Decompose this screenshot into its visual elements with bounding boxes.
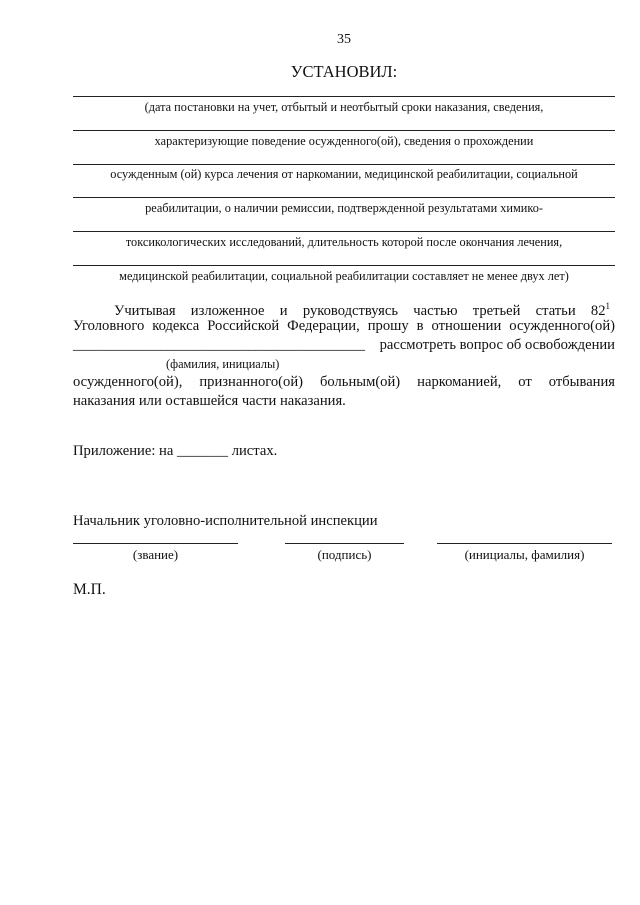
blank-line[interactable]: [73, 164, 615, 165]
info-caption: характеризующие поведение осужденного(ой), сведения о прохождении: [154, 134, 534, 148]
blank-line[interactable]: [73, 130, 615, 131]
signer-position: Начальник уголовно-исполнительной инспекции: [73, 513, 378, 529]
signature-blank[interactable]: [285, 543, 404, 544]
info-caption: реабилитации, о наличии ремиссии, подтвержденной результатами химико-: [145, 201, 543, 215]
signature-caption: (подпись): [317, 547, 372, 562]
initials-caption: (инициалы, фамилия): [464, 547, 585, 562]
request-text: Учитывая изложенное и руководствуясь частью третьей статьи 82: [114, 303, 606, 319]
request-line: Уголовного кодекса Российской Федерации, прошу в отношении осужденного(ой): [73, 318, 615, 334]
attachment-line: [73, 441, 277, 461]
info-caption: (дата постановки на учет, отбытый и неотбытый сроки наказания, сведения,: [144, 100, 544, 114]
rank-caption: (звание): [132, 547, 179, 562]
blank-line[interactable]: [73, 96, 615, 97]
article-superscript: 1: [605, 301, 610, 311]
attachment-prefix: Приложение: на: [73, 443, 174, 459]
blank-line[interactable]: [73, 197, 615, 198]
blank-line[interactable]: [73, 231, 615, 232]
section-title: УСТАНОВИЛ:: [290, 62, 398, 81]
name-blank[interactable]: ________________________________________: [73, 337, 365, 353]
request-line: [73, 335, 615, 355]
request-line: наказания или оставшейся части наказания.: [73, 393, 346, 409]
name-caption: (фамилия, инициалы): [166, 357, 280, 371]
name-blank[interactable]: [437, 543, 612, 544]
rank-blank[interactable]: [73, 543, 238, 544]
sheets-count-blank[interactable]: _______: [176, 443, 229, 459]
request-line: осужденного(ой), признанного(ой) больным(ой) наркоманией, от отбывания: [73, 374, 615, 390]
info-caption: осужденным (ой) курса лечения от наркомании, медицинской реабилитации, социальной: [110, 167, 578, 181]
page-number: 35: [337, 32, 351, 47]
stamp-place: М.П.: [73, 581, 106, 598]
info-caption: токсикологических исследований, длительность которой после окончания лечения,: [125, 235, 563, 249]
info-caption: медицинской реабилитации, социальной реабилитации составляет не менее двух лет): [119, 269, 569, 283]
blank-line[interactable]: [73, 265, 615, 266]
request-text: рассмотреть вопрос об освобождении: [379, 337, 615, 353]
attachment-suffix: листах.: [231, 443, 278, 459]
